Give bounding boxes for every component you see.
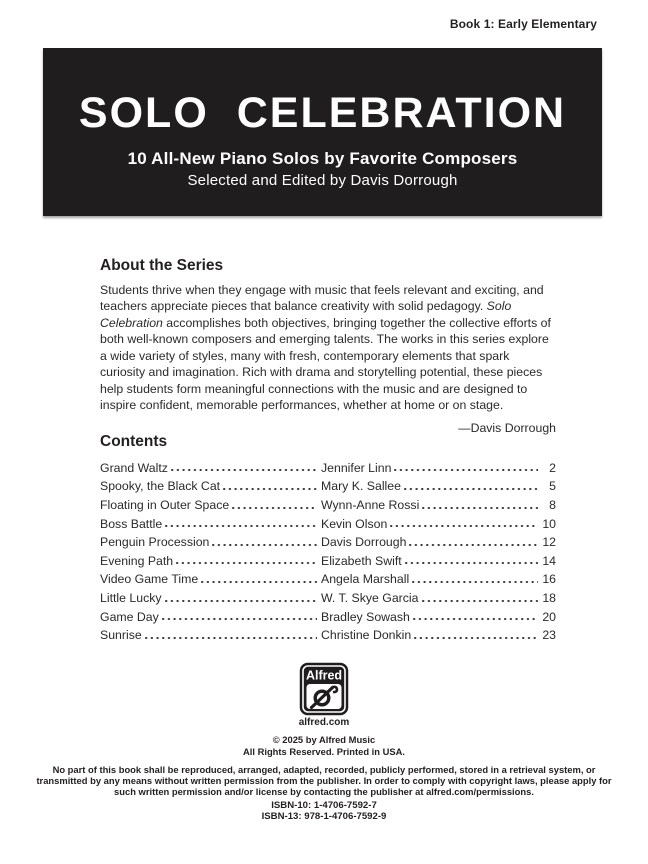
toc-page-number: 16 (542, 572, 556, 587)
toc-composer: W. T. Skye Garcia (321, 591, 419, 606)
dot-leader (212, 535, 317, 551)
table-of-contents (100, 458, 556, 644)
toc-page-number: 10 (542, 516, 556, 531)
dot-leader (165, 591, 317, 607)
toc-composer: Kevin Olson (321, 516, 388, 531)
book-subtitle: 10 All-New Piano Solos by Favorite Composers (127, 149, 518, 168)
toc-row (100, 551, 556, 570)
toc-page-number: 14 (542, 553, 556, 568)
dot-leader (404, 479, 538, 495)
dot-leader (162, 610, 317, 626)
toc-row (100, 458, 556, 477)
toc-title: Evening Path (100, 553, 174, 568)
dot-leader (412, 572, 538, 588)
toc-row (100, 477, 556, 496)
dot-leader (422, 591, 539, 607)
toc-title: Video Game Time (100, 572, 199, 587)
dot-leader (176, 554, 317, 570)
toc-title: Sunrise (100, 628, 142, 643)
alfred-music-logo-icon (299, 662, 349, 716)
copyright-notice (0, 734, 648, 757)
contents-section (100, 433, 556, 644)
dot-leader (165, 517, 317, 533)
toc-composer: Bradley Sowash (321, 609, 410, 624)
toc-title: Penguin Procession (100, 535, 210, 550)
toc-row (100, 495, 556, 514)
toc-composer: Elizabeth Swift (321, 553, 402, 568)
dot-leader (201, 572, 317, 588)
dot-leader (394, 461, 538, 477)
toc-title: Spooky, the Black Cat (100, 479, 221, 494)
isbn-block (0, 800, 648, 823)
dot-leader (223, 479, 317, 495)
toc-page-number: 18 (542, 591, 556, 606)
toc-page-number: 12 (542, 535, 556, 550)
toc-row (100, 514, 556, 533)
dot-leader (232, 498, 317, 514)
toc-title: Little Lucky (100, 591, 162, 606)
book-title: SOLO CELEBRATION (78, 89, 567, 137)
dot-leader (145, 628, 317, 644)
about-heading: About the Series (100, 257, 224, 274)
toc-composer: Davis Dorrough (321, 535, 407, 550)
dot-leader (405, 554, 538, 570)
title-banner (43, 48, 602, 216)
toc-page-number: 5 (549, 479, 556, 494)
publisher-website: alfred.com (298, 717, 350, 728)
contents-heading: Contents (100, 433, 168, 450)
copyright-line2: All Rights Reserved. Printed in USA. (242, 745, 405, 757)
toc-composer: Mary K. Sallee (321, 479, 401, 494)
publisher-logo-area (0, 662, 648, 716)
toc-row (100, 607, 556, 626)
toc-composer: Jennifer Linn (321, 460, 392, 475)
book-byline: Selected and Edited by Davis Dorrough (187, 172, 458, 189)
dot-leader (409, 535, 538, 551)
series-name-italic: Solo Celebration (100, 299, 512, 330)
dot-leader (413, 610, 538, 626)
about-section (100, 257, 556, 435)
dot-leader (414, 628, 538, 644)
isbn-10: ISBN-10: 1-4706-7592-7 (271, 800, 377, 811)
dot-leader (171, 461, 317, 477)
toc-title: Boss Battle (100, 516, 163, 531)
toc-row (100, 533, 556, 552)
toc-page-number: 20 (542, 609, 556, 624)
logo-wordmark: Alfred (305, 668, 343, 683)
toc-title: Grand Waltz (100, 460, 168, 475)
isbn-13: ISBN-13: 978-1-4706-7592-9 (261, 811, 387, 823)
toc-page-number: 2 (549, 460, 556, 475)
about-body-part2: accomplishes both objectives, bringing together the collective efforts of both well-known composers and emerging talents. The works in this series explore a wide variety of styles, many with fresh, contemporary elements that spark curiosity and imagination. Rich with drama and storytelling potential, these pieces help students form meaningful connections with the music and are designed to inspire confident, memorable performances, whether at home or on stage. (100, 315, 551, 413)
toc-title: Floating in Outer Space (100, 497, 230, 512)
toc-composer: Christine Donkin (321, 628, 412, 643)
toc-page-number: 23 (542, 628, 556, 643)
toc-title: Game Day (100, 609, 159, 624)
toc-page-number: 8 (549, 497, 556, 512)
about-body-part1: Students thrive when they engage with music that feels relevant and exciting, and teachers appreciate pieces that balance creativity with solid pedagogy. (100, 283, 544, 314)
edition-label: Book 1: Early Elementary (449, 17, 597, 31)
toc-row (100, 626, 556, 645)
toc-composer: Angela Marshall (321, 572, 410, 587)
dot-leader (390, 517, 538, 533)
toc-row (100, 588, 556, 607)
about-attribution: —Davis Dorrough (458, 420, 556, 435)
rights-disclaimer: No part of this book shall be reproduced, arranged, adapted, recorded, publicly performed, stored in a retrieval system, or transmitted by any means without written permission from the publisher. In order to comply with copyright laws, please apply for such written permission and/or license by contacting the publisher at alfred.com/permissions. (36, 764, 612, 797)
dot-leader (422, 498, 538, 514)
copyright-line1: © 2025 by Alfred Music (272, 734, 376, 745)
toc-composer: Wynn-Anne Rossi (321, 497, 420, 512)
about-body (100, 282, 556, 414)
toc-row (100, 570, 556, 589)
